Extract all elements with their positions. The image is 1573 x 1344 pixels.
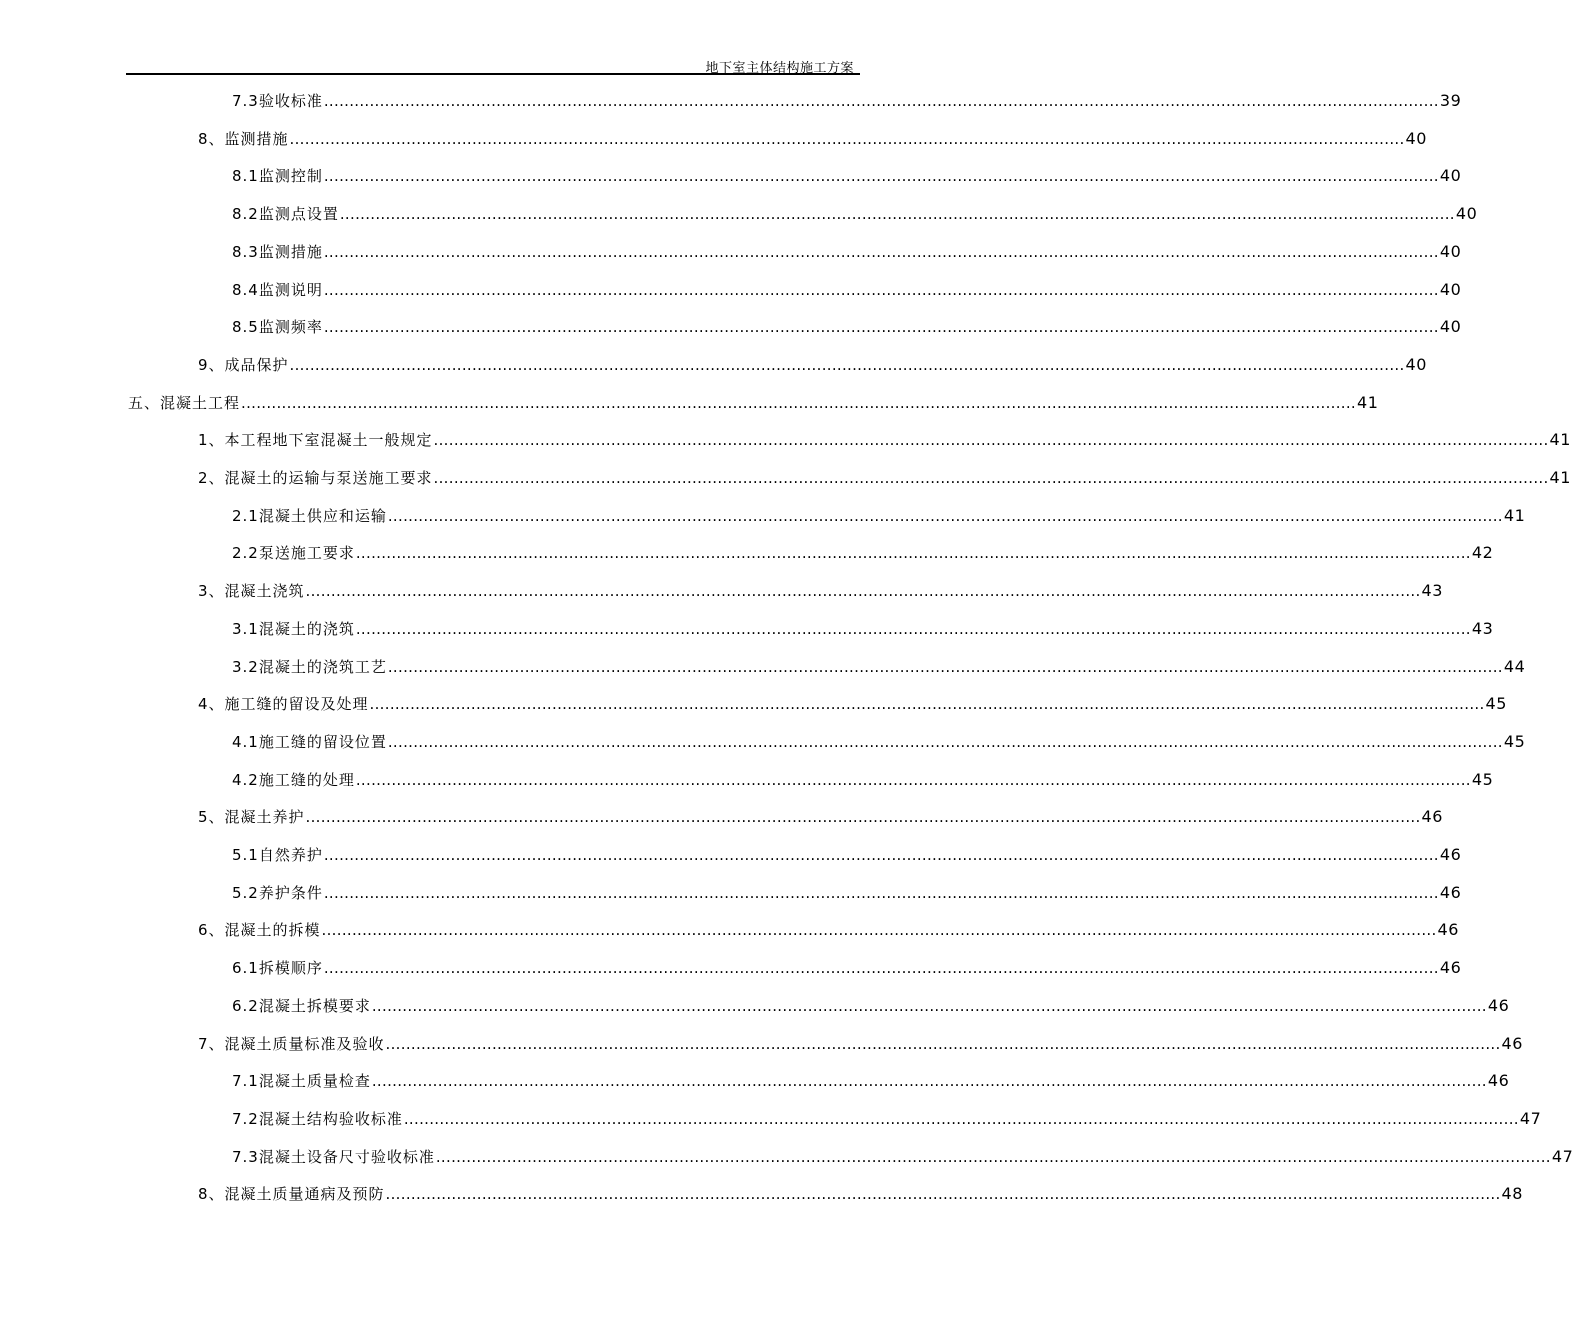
toc-entry[interactable] bbox=[198, 919, 1460, 943]
toc-entry[interactable] bbox=[232, 241, 1462, 265]
toc-leader-dots: ............................................................................................................................................................................................................................ bbox=[403, 1109, 1519, 1128]
toc-entry-label: 2.2泵送施工要求 bbox=[232, 544, 355, 563]
toc-entry-page: 40 bbox=[1405, 128, 1428, 148]
toc-entry-label: 5.1自然养护 bbox=[232, 846, 323, 864]
toc-entry[interactable] bbox=[232, 995, 1510, 1019]
toc-leader-dots: ............................................................................................................................................................................................................................ bbox=[355, 770, 1471, 789]
toc-entry[interactable] bbox=[128, 392, 1379, 416]
toc-entry-page: 46 bbox=[1421, 807, 1444, 827]
toc-leader-dots: ............................................................................................................................................................................................................................ bbox=[241, 393, 1356, 412]
toc-entry-label: 8、混凝土质量通病及预防 bbox=[198, 1185, 385, 1204]
toc-leader-dots: ............................................................................................................................................................................................................................ bbox=[433, 431, 1549, 450]
toc-entry-label: 7.3验收标准 bbox=[232, 92, 323, 110]
toc-entry-label: 5、混凝土养护 bbox=[198, 808, 305, 827]
toc-entry-label: 6、混凝土的拆模 bbox=[198, 921, 321, 940]
toc-leader-dots: ............................................................................................................................................................................................................................ bbox=[385, 1034, 1501, 1053]
toc-leader-dots: ............................................................................................................................................................................................................................ bbox=[323, 846, 1439, 864]
toc-entry[interactable] bbox=[232, 656, 1526, 680]
toc-entry-page: 45 bbox=[1471, 769, 1494, 789]
toc-leader-dots: ............................................................................................................................................................................................................................ bbox=[387, 506, 1503, 525]
toc-entry-label: 2、混凝土的运输与泵送施工要求 bbox=[198, 469, 433, 487]
toc-leader-dots: ............................................................................................................................................................................................................................ bbox=[369, 695, 1485, 714]
toc-entry-page: 39 bbox=[1439, 91, 1462, 110]
toc-entry[interactable] bbox=[198, 580, 1444, 604]
toc-entry-label: 3、混凝土浇筑 bbox=[198, 582, 305, 601]
toc-entry-label: 6.2混凝土拆模要求 bbox=[232, 996, 371, 1015]
toc-leader-dots: ............................................................................................................................................................................................................................ bbox=[385, 1185, 1501, 1204]
toc-leader-dots: ............................................................................................................................................................................................................................ bbox=[305, 582, 1421, 601]
toc-entry[interactable] bbox=[232, 957, 1462, 981]
running-header: 地下室主体结构施工方案 bbox=[705, 61, 854, 76]
toc-entry[interactable] bbox=[198, 429, 1572, 453]
toc-leader-dots: ............................................................................................................................................................................................................................ bbox=[323, 167, 1439, 186]
toc-entry-page: 46 bbox=[1439, 882, 1462, 902]
toc-entry[interactable] bbox=[232, 316, 1462, 340]
toc-entry[interactable] bbox=[232, 203, 1478, 227]
toc-entry-label: 4.2施工缝的处理 bbox=[232, 770, 355, 789]
toc-entry-label: 2.1混凝土供应和运输 bbox=[232, 506, 387, 525]
toc-entry-page: 40 bbox=[1439, 166, 1462, 186]
toc-entry-page: 46 bbox=[1437, 920, 1460, 940]
toc-entry-page: 41 bbox=[1357, 392, 1379, 412]
header-rule bbox=[126, 73, 860, 75]
toc-leader-dots: ............................................................................................................................................................................................................................ bbox=[323, 280, 1439, 299]
toc-entry-label: 8.2监测点设置 bbox=[232, 205, 339, 224]
toc-entry-label: 8、监测措施 bbox=[198, 129, 289, 148]
toc-entry-label: 7.2混凝土结构验收标准 bbox=[232, 1109, 403, 1128]
toc-entry-page: 43 bbox=[1421, 581, 1444, 601]
toc-entry-label: 3.1混凝土的浇筑 bbox=[232, 619, 355, 638]
toc-entry[interactable] bbox=[198, 128, 1428, 152]
toc-entry-label: 8.5监测频率 bbox=[232, 318, 323, 337]
toc-entry-label: 3.2混凝土的浇筑工艺 bbox=[232, 657, 387, 676]
toc-entry-label: 1、本工程地下室混凝土一般规定 bbox=[198, 431, 433, 450]
toc-entry-page: 41 bbox=[1503, 505, 1526, 525]
toc-entry-label: 4.1施工缝的留设位置 bbox=[232, 732, 387, 751]
toc-entry[interactable] bbox=[198, 1033, 1524, 1057]
toc-entry-page: 45 bbox=[1485, 694, 1508, 714]
toc-entry-page: 46 bbox=[1501, 1033, 1524, 1053]
toc-entry-page: 46 bbox=[1487, 995, 1510, 1015]
toc-entry[interactable] bbox=[232, 1146, 1573, 1170]
toc-leader-dots: ............................................................................................................................................................................................................................ bbox=[387, 657, 1503, 676]
toc-entry-label: 7.1混凝土质量检查 bbox=[232, 1072, 371, 1091]
toc-leader-dots: ............................................................................................................................................................................................................................ bbox=[323, 92, 1439, 110]
toc-entry[interactable] bbox=[198, 1183, 1524, 1207]
toc-entry-page: 45 bbox=[1503, 731, 1526, 751]
toc-entry-label: 8.1监测控制 bbox=[232, 167, 323, 186]
toc-entry-page: 44 bbox=[1503, 656, 1526, 676]
toc-entry-page: 46 bbox=[1439, 958, 1462, 978]
toc-leader-dots: ............................................................................................................................................................................................................................ bbox=[289, 355, 1405, 374]
toc-leader-dots: ............................................................................................................................................................................................................................ bbox=[305, 808, 1421, 827]
toc-entry-label: 6.1拆模顺序 bbox=[232, 959, 323, 978]
toc-entry-page: 42 bbox=[1471, 543, 1494, 563]
toc-entry[interactable] bbox=[232, 769, 1494, 793]
toc-leader-dots: ............................................................................................................................................................................................................................ bbox=[323, 959, 1439, 978]
toc-entry-page: 40 bbox=[1455, 204, 1478, 224]
toc-entry[interactable] bbox=[232, 882, 1462, 906]
toc-entry-label: 7.3混凝土设备尺寸验收标准 bbox=[232, 1147, 435, 1166]
toc-entry[interactable] bbox=[232, 542, 1494, 566]
toc-entry-label: 五、混凝土工程 bbox=[128, 393, 241, 412]
toc-leader-dots: ............................................................................................................................................................................................................................ bbox=[339, 205, 1455, 224]
toc-entry[interactable] bbox=[232, 618, 1494, 642]
toc-entry-page: 46 bbox=[1487, 1071, 1510, 1091]
toc-entry[interactable] bbox=[198, 693, 1508, 717]
toc-entry-page: 46 bbox=[1439, 845, 1462, 864]
toc-entry[interactable] bbox=[232, 731, 1526, 755]
toc-leader-dots: ............................................................................................................................................................................................................................ bbox=[433, 469, 1549, 487]
toc-entry[interactable] bbox=[198, 467, 1572, 491]
toc-entry-page: 40 bbox=[1439, 241, 1462, 261]
toc-entry-page: 41 bbox=[1549, 430, 1572, 450]
toc-leader-dots: ............................................................................................................................................................................................................................ bbox=[323, 883, 1439, 902]
toc-leader-dots: ............................................................................................................................................................................................................................ bbox=[371, 996, 1487, 1015]
toc-entry-label: 5.2养护条件 bbox=[232, 883, 323, 902]
toc-leader-dots: ............................................................................................................................................................................................................................ bbox=[323, 242, 1439, 261]
toc-entry[interactable] bbox=[232, 505, 1526, 529]
toc-entry-label: 8.3监测措施 bbox=[232, 242, 323, 261]
toc-entry-page: 48 bbox=[1501, 1184, 1524, 1204]
toc-entry[interactable] bbox=[232, 165, 1462, 189]
toc-entry[interactable] bbox=[232, 90, 1462, 114]
toc-leader-dots: ............................................................................................................................................................................................................................ bbox=[321, 921, 1437, 940]
toc-entry-page: 41 bbox=[1549, 468, 1572, 487]
toc-entry-label: 9、成品保护 bbox=[198, 355, 289, 374]
toc-entry[interactable] bbox=[232, 1108, 1542, 1132]
toc-entry[interactable] bbox=[232, 279, 1462, 303]
toc-entry-page: 40 bbox=[1405, 354, 1428, 374]
toc-entry-page: 43 bbox=[1471, 618, 1494, 638]
toc-entry-page: 40 bbox=[1439, 317, 1462, 337]
toc-leader-dots: ............................................................................................................................................................................................................................ bbox=[371, 1072, 1487, 1091]
toc-leader-dots: ............................................................................................................................................................................................................................ bbox=[387, 732, 1503, 751]
toc-entry[interactable] bbox=[198, 806, 1444, 830]
toc-leader-dots: ............................................................................................................................................................................................................................ bbox=[323, 318, 1439, 337]
toc-leader-dots: ............................................................................................................................................................................................................................ bbox=[355, 619, 1471, 638]
toc-entry-label: 4、施工缝的留设及处理 bbox=[198, 695, 369, 714]
toc-entry-label: 8.4监测说明 bbox=[232, 280, 323, 299]
toc-entry[interactable] bbox=[198, 354, 1428, 378]
toc-leader-dots: ............................................................................................................................................................................................................................ bbox=[289, 129, 1405, 148]
toc-entry-page: 47 bbox=[1519, 1108, 1542, 1128]
toc-entry[interactable] bbox=[232, 1070, 1510, 1094]
toc-entry-page: 47 bbox=[1551, 1146, 1573, 1166]
toc-entry-label: 7、混凝土质量标准及验收 bbox=[198, 1034, 385, 1053]
toc-entry-page: 40 bbox=[1439, 279, 1462, 299]
toc-leader-dots: ............................................................................................................................................................................................................................ bbox=[355, 544, 1471, 563]
toc-leader-dots: ............................................................................................................................................................................................................................ bbox=[435, 1147, 1551, 1166]
toc-entry[interactable] bbox=[232, 844, 1462, 868]
